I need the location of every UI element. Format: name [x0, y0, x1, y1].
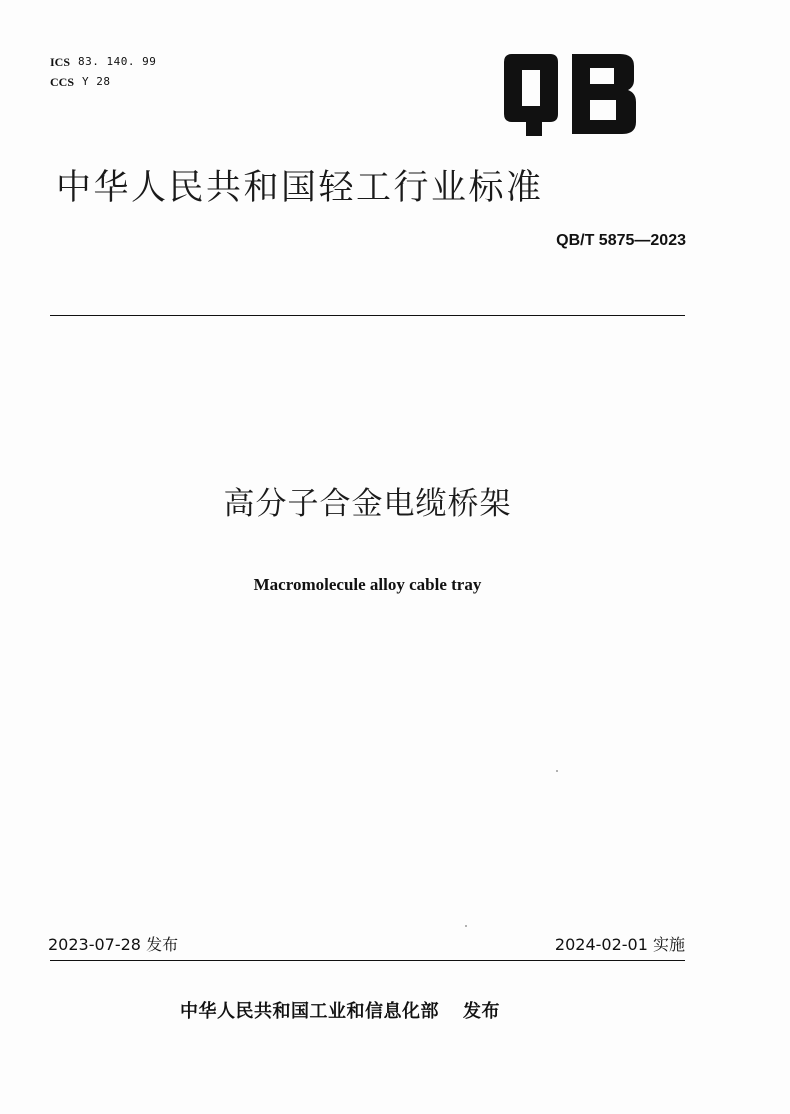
implement-date: 2024-02-01 实施: [554, 935, 685, 954]
scan-speck: [556, 770, 558, 772]
publish-date: 2023-07-28 发布: [48, 935, 179, 954]
qb-logo: [496, 52, 640, 138]
ics-value: 83. 140. 99: [78, 55, 157, 68]
issuer-name: 中华人民共和国工业和信息化部: [180, 1001, 439, 1022]
top-divider: [50, 315, 685, 316]
ccs-value: Y 28: [82, 75, 111, 88]
ccs-code: [50, 72, 156, 92]
ics-code: [50, 52, 156, 72]
title-english: Macromolecule alloy cable tray: [253, 575, 482, 594]
issuer-action: 发布: [463, 1001, 500, 1022]
classification-codes: [50, 52, 156, 92]
title-chinese: 高分子合金电缆桥架: [223, 486, 512, 522]
standard-number: QB/T 5875—2023: [556, 232, 686, 249]
ccs-label: CCS: [50, 75, 75, 89]
issuer-line: [180, 997, 500, 1023]
organization-title: 中华人民共和国轻工行业标准: [56, 168, 544, 208]
scan-speck: [465, 925, 467, 927]
bottom-divider: [50, 960, 685, 961]
ics-label: ICS: [50, 55, 71, 69]
